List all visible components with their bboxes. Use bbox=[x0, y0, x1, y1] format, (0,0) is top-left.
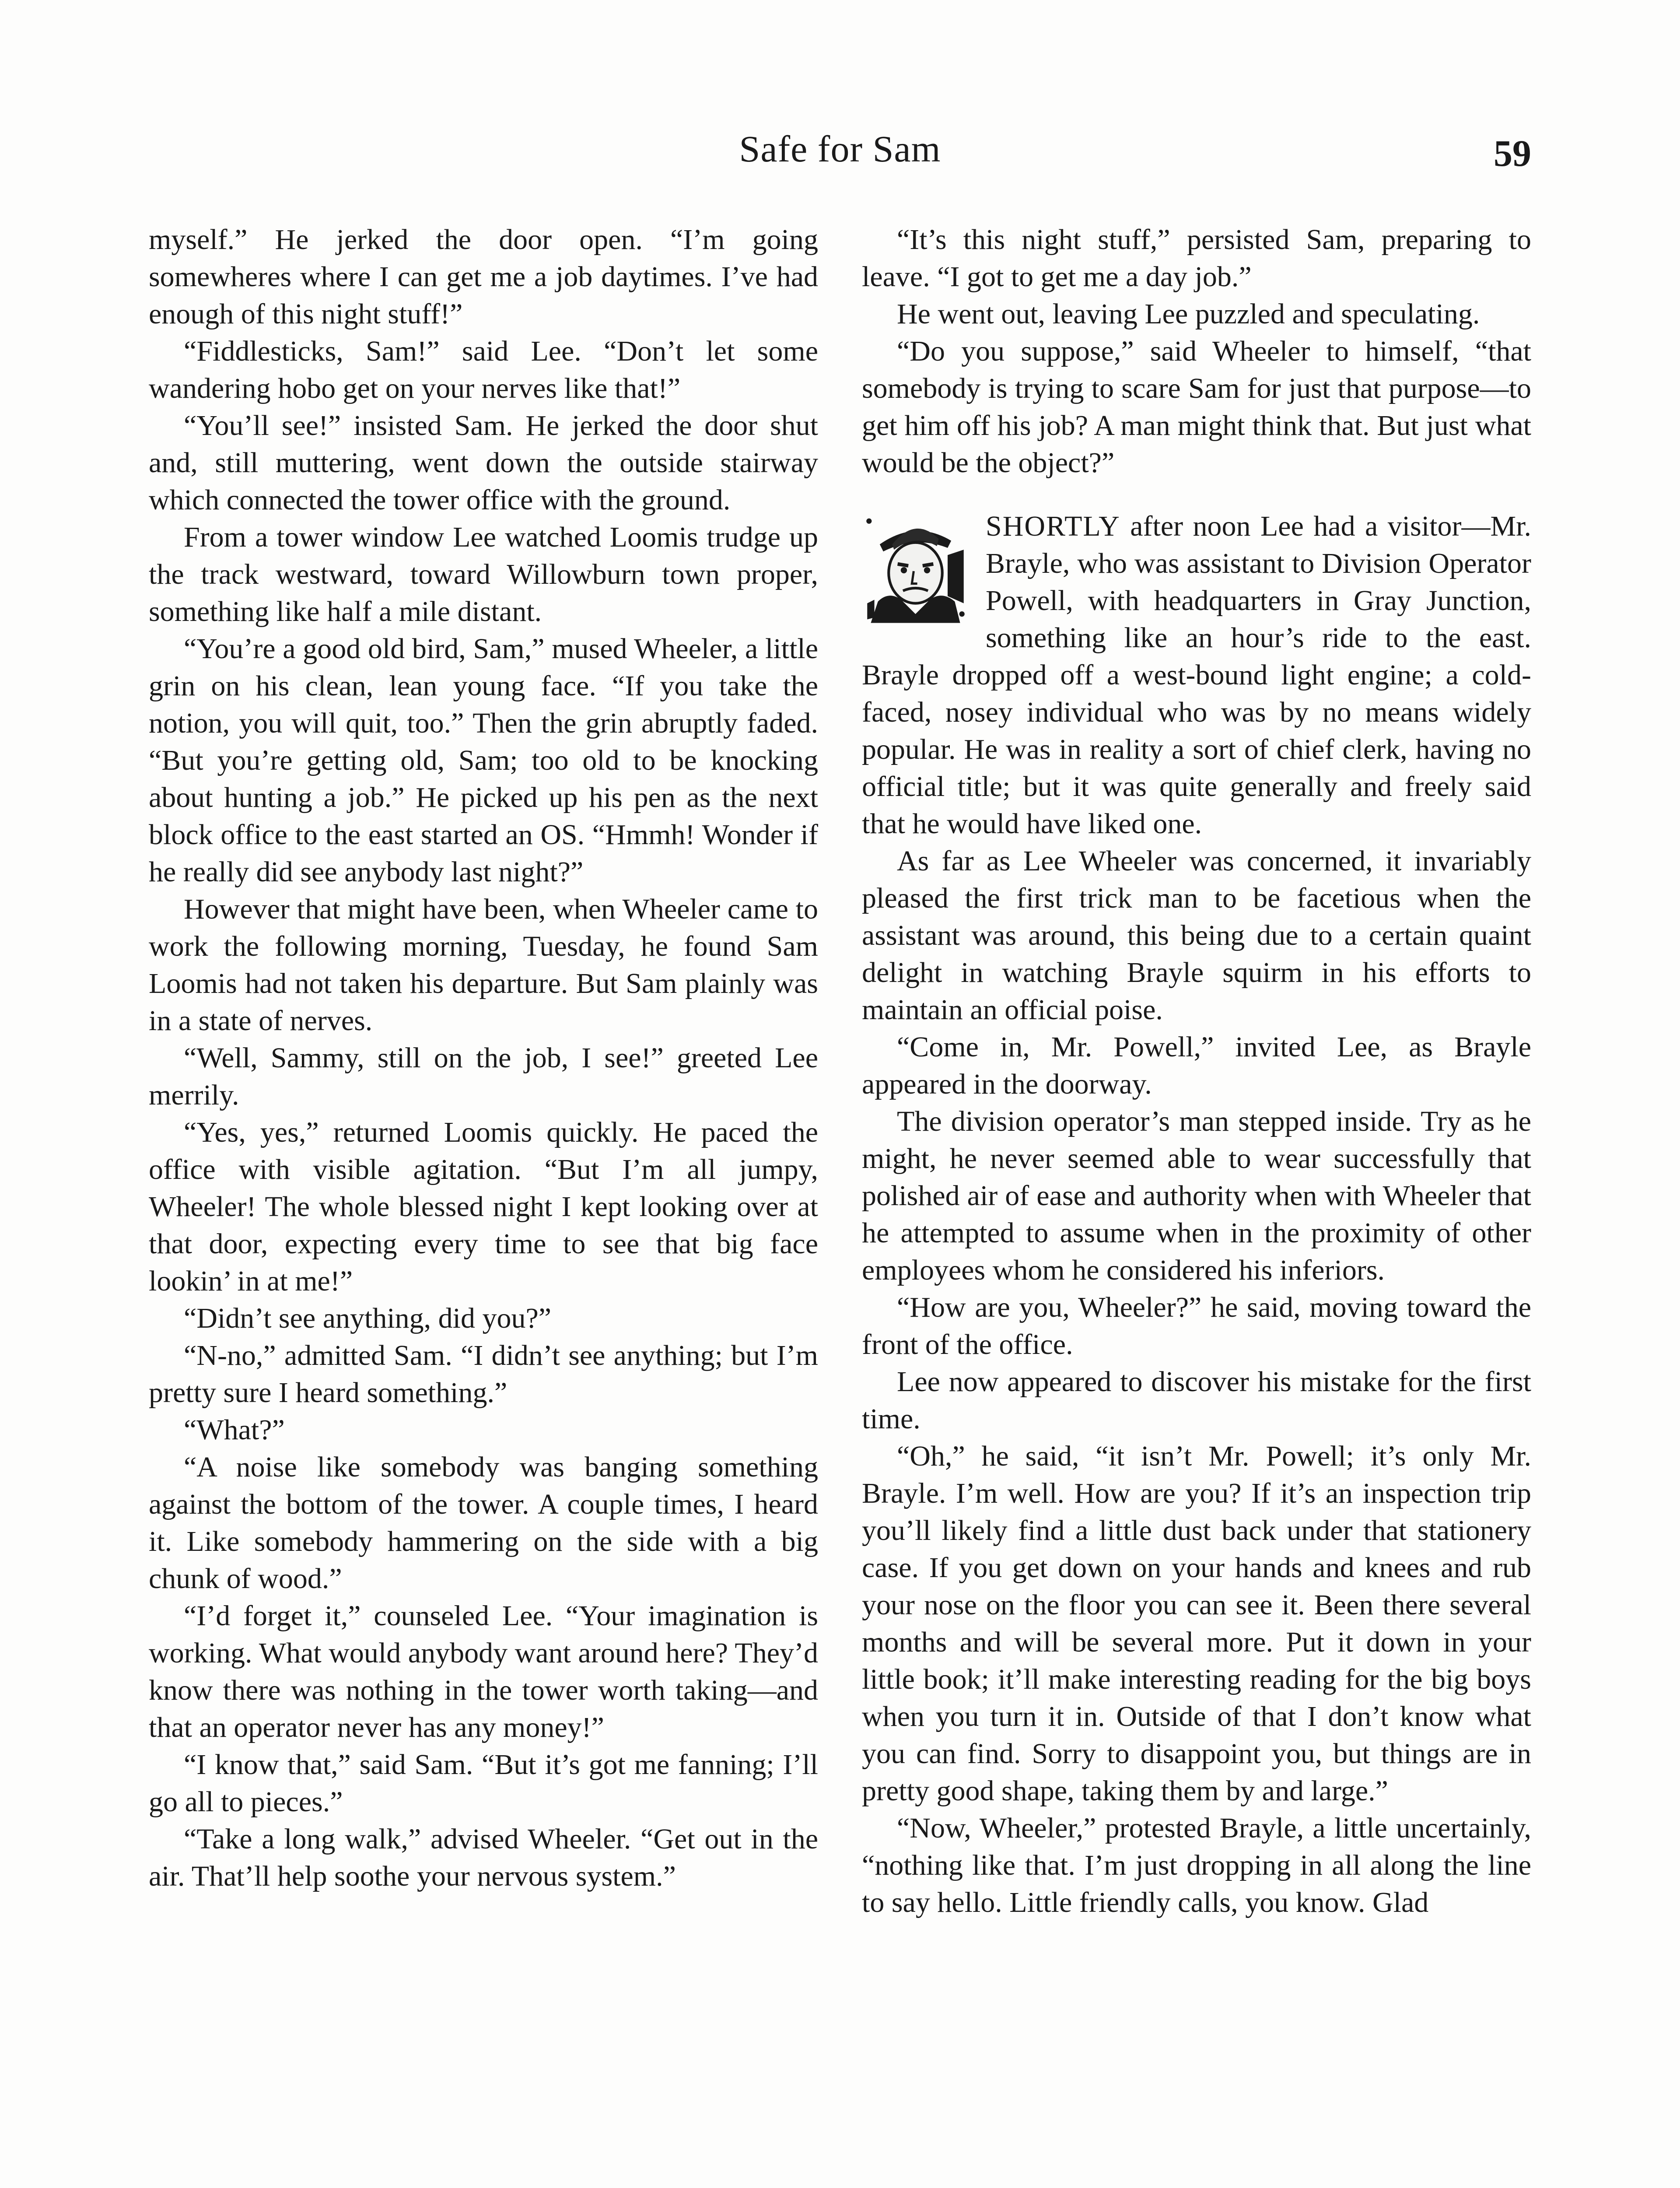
paragraph: “Fiddlesticks, Sam!” said Lee. “Don’t let some wandering hobo get on your nerves like that!” bbox=[149, 335, 818, 404]
paragraph: However that might have been, when Wheeler came to work the following morning, Tuesday, he found Sam Loomis had not taken his departure. But Sam plainly was in a state of nerves. bbox=[149, 893, 818, 1037]
section-lead-word: SHORTLY bbox=[986, 510, 1120, 542]
paragraph: As far as Lee Wheeler was concerned, it invariably pleased the first trick man to be facetious when the assistant was around, this being due to a certain quaint delight in watching Brayle squirm in his efforts to maintain an official poise. bbox=[862, 845, 1531, 1026]
paragraph: “Well, Sammy, still on the job, I see!” greeted Lee merrily. bbox=[149, 1042, 818, 1111]
paragraph: “I know that,” said Sam. “But it’s got me fanning; I’ll go all to pieces.” bbox=[149, 1749, 818, 1818]
paragraph: “It’s this night stuff,” persisted Sam, preparing to leave. “I got to get me a day job.” bbox=[862, 224, 1531, 293]
paragraph: Lee now appeared to discover his mistake for the first time. bbox=[862, 1366, 1531, 1435]
section-break bbox=[862, 508, 1531, 842]
page-number: 59 bbox=[1494, 132, 1531, 174]
paragraph: “You’re a good old bird, Sam,” mused Wheeler, a little grin on his clean, lean young face. “If you take the notion, you will quit, too.” Then the grin abruptly faded. “But you’re getting old, Sam; too old to be knocking about hunting a job.” He picked up his pen as the next block office to the east started an OS. “Hmmh! Wonder if he really did see anybody last night?” bbox=[149, 633, 818, 888]
paragraph: “N-no,” admitted Sam. “I didn’t see anything; but I’m pretty sure I heard something.” bbox=[149, 1339, 818, 1409]
paragraph: “Come in, Mr. Powell,” invited Lee, as Brayle appeared in the doorway. bbox=[862, 1031, 1531, 1100]
running-title: Safe for Sam bbox=[739, 128, 941, 170]
paragraph: “Now, Wheeler,” protested Brayle, a little uncertainly, “nothing like that. I’m just dropping in all along the line to say hello. Little friendly calls, you know. Glad bbox=[862, 1812, 1531, 1918]
paragraph: “Yes, yes,” returned Loomis quickly. He paced the office with visible agitation. “But I’m all jumpy, Wheeler! The whole blessed night I kept looking over at that door, expecting every time to see that big face lookin’ in at me!” bbox=[149, 1116, 818, 1297]
paragraph: “A noise like somebody was banging something against the bottom of the tower. A couple times, I heard it. Like somebody hammering on the side with a big chunk of wood.” bbox=[149, 1451, 818, 1595]
paragraph: “How are you, Wheeler?” he said, moving toward the front of the office. bbox=[862, 1291, 1531, 1360]
paragraph: “What?” bbox=[184, 1414, 285, 1446]
paragraph: The division operator’s man stepped inside. Try as he might, he never seemed able to wear successfully that polished air of ease and authority when with Wheeler that he attempted to assume when in the proximity of other employees whom he considered his inferiors. bbox=[862, 1105, 1531, 1286]
section-lead-text: after noon Lee had a visitor—Mr. Brayle, who was assistant to Division Operator Powell, with headquarters in Gray Junction, something like an hour’s ride to the east. Brayle dropped off a west-bound light engine; a cold-faced, nosey individual who was by no means widely popular. He was in reality a sort of chief clerk, having no official title; but it was quite generally and freely said that he would have liked one. bbox=[862, 510, 1531, 840]
paragraph: He went out, leaving Lee puzzled and speculating. bbox=[897, 298, 1480, 330]
paragraph: “Oh,” he said, “it isn’t Mr. Powell; it’s only Mr. Brayle. I’m well. How are you? If it’s an inspection trip you’ll likely find a little dust back under that stationery case. If you get down on your hands and knees and rub your nose on the floor you can see it. Been there several months and will be several more. Put it down in your little book; it’ll make interesting reading for the big boys when you turn it in. Outside of that I don’t know what you can find. Sorry to disappoint you, but things are in pretty good shape, taking them by and large.” bbox=[862, 1440, 1531, 1807]
paragraph: “Didn’t see anything, did you?” bbox=[184, 1302, 552, 1334]
man-in-hat-vignette-icon bbox=[862, 514, 969, 623]
left-text-column bbox=[149, 221, 818, 1895]
paragraph: From a tower window Lee watched Loomis trudge up the track westward, toward Willowburn town proper, something like half a mile distant. bbox=[149, 521, 818, 628]
paragraph: “I’d forget it,” counseled Lee. “Your imagination is working. What would anybody want around here? They’d know there was nothing in the tower worth taking—and that an operator never has any money!” bbox=[149, 1600, 818, 1743]
right-text-column bbox=[862, 221, 1531, 1921]
paragraph: “You’ll see!” insisted Sam. He jerked the door shut and, still muttering, went down the outside stairway which connected the tower office with the ground. bbox=[149, 410, 818, 516]
paragraph: “Take a long walk,” advised Wheeler. “Get out in the air. That’ll help soothe your nervous system.” bbox=[149, 1823, 818, 1892]
paragraph: myself.” He jerked the door open. “I’m going somewheres where I can get me a job daytimes. I’ve had enough of this night stuff!” bbox=[149, 224, 818, 330]
paragraph: “Do you suppose,” said Wheeler to himself, “that somebody is trying to scare Sam for just that purpose—to get him off his job? A man might think that. But just what would be the object?” bbox=[862, 335, 1531, 479]
